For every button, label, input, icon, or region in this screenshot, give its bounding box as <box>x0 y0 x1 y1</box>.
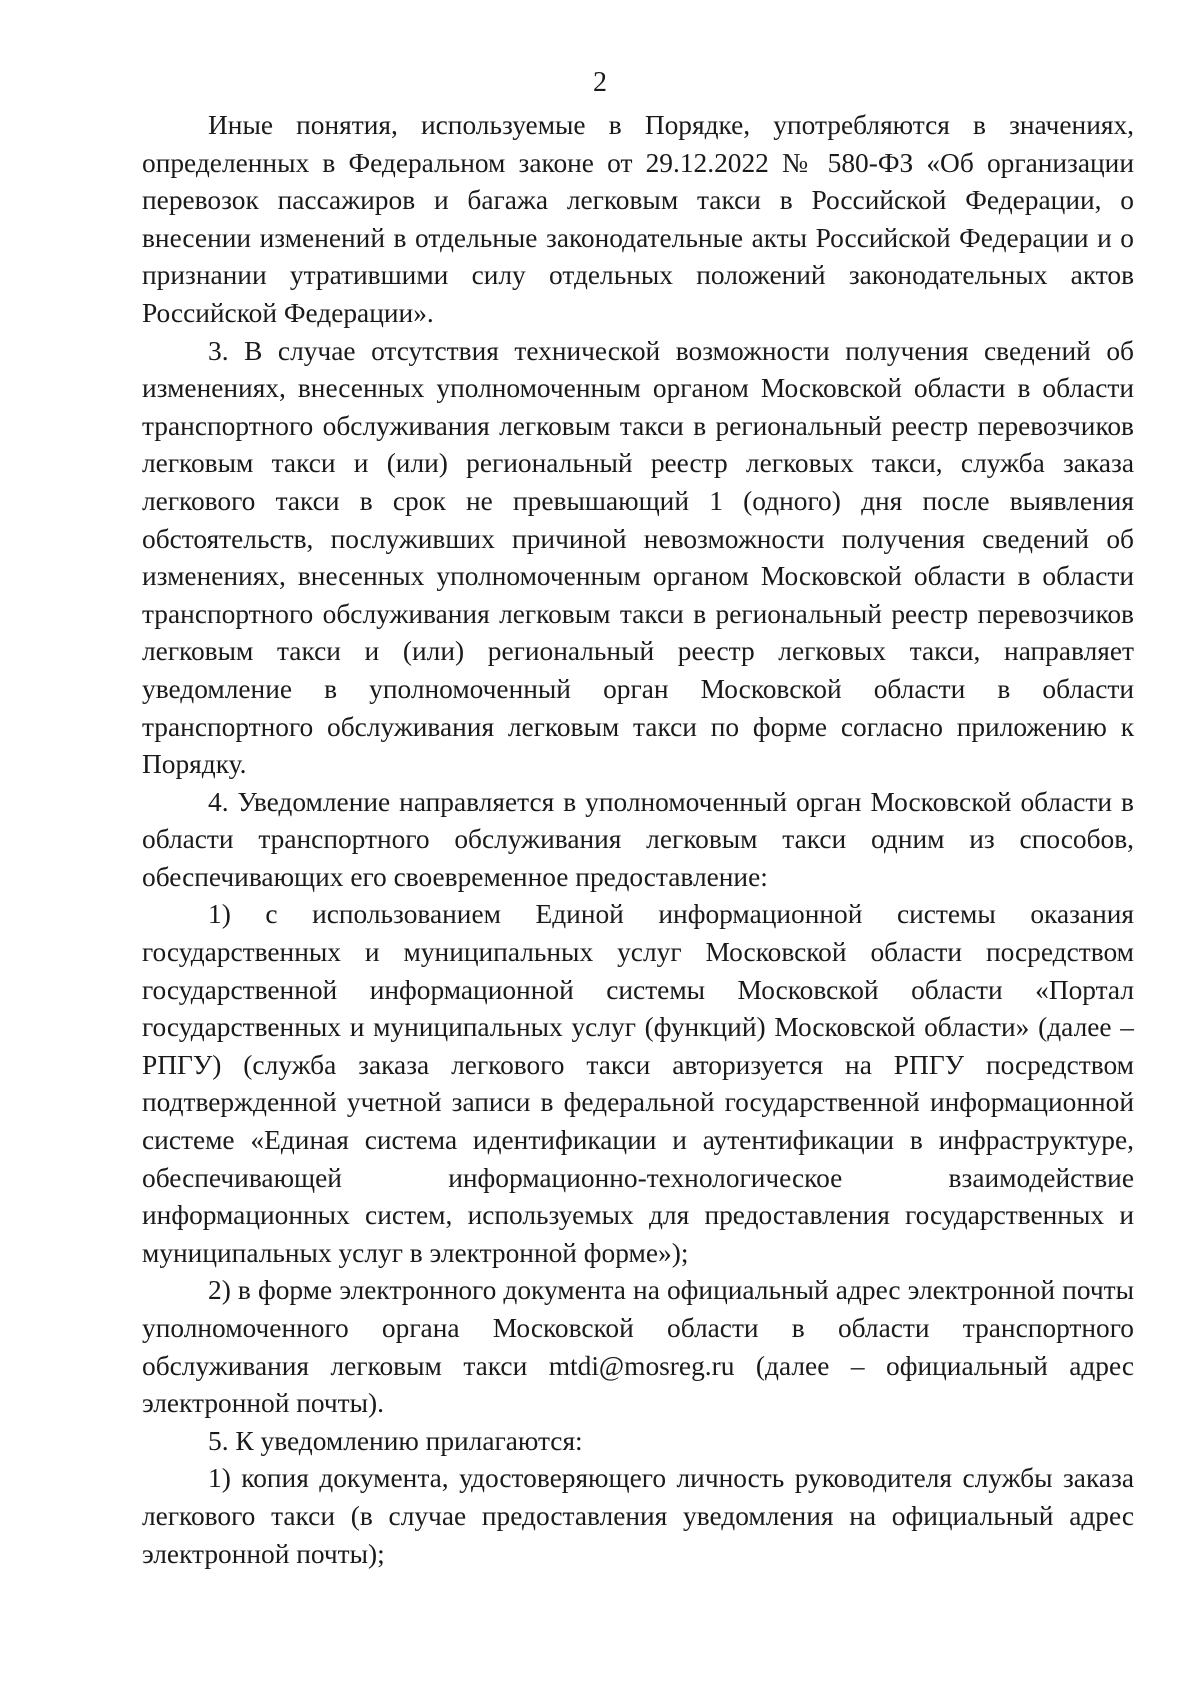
paragraph-item-3: 3. В случае отсутствия технической возможности получения сведений об изменениях, внесенных уполномоченным органом Московской области в области транспортного обслуживания легковым такси в региональный реестр перевозчиков легковым такси и (или) региональный реестр легковых такси, служба заказа легкового такси в срок не превышающий 1 (одного) дня после выявления обстоятельств, послуживших причиной невозможности получения сведений об изменениях, внесенных уполномоченным органом Московской области в области транспортного обслуживания легковым такси в региональный реестр перевозчиков легковым такси и (или) региональный реестр легковых такси, направляет уведомление в уполномоченный орган Московской области в области транспортного обслуживания легковым такси по форме согласно приложению к Порядку. <box>142 335 1134 780</box>
paragraph-item-5: 5. К уведомлению прилагаются: <box>208 1425 583 1456</box>
paragraph-item-4: 4. Уведомление направляется в уполномоченный орган Московской области в области транспортного обслуживания легковым такси одним из способов, обеспечивающих его своевременное предоставление: <box>142 786 1134 892</box>
paragraph-item-4-1: 1) с использованием Единой информационной системы оказания государственных и муниципальных услуг Московской области посредством государственной информационной системы Московской области «Портал государственных и муниципальных услуг (функций) Московской области» (далее – РПГУ) (служба заказа легкового такси авторизуется на РПГУ посредством подтвержденной учетной записи в федеральной государственной информационной системе «Единая система идентификации и аутентификации в инфраструктуре, обеспечивающей информационно-технологическое взаимодействие информационных систем, используемых для предоставления государственных и муниципальных услуг в электронной форме»); <box>142 899 1134 1268</box>
document-body <box>142 107 1134 1573</box>
paragraph-definitions: Иные понятия, используемые в Порядке, употребляются в значениях, определенных в Федеральном законе от 29.12.2022 № 580-ФЗ «Об организации перевозок пассажиров и багажа легковым такси в Российской Федерации, о внесении изменений в отдельные законодательные акты Российской Федерации и о признании утратившими силу отдельных положений законодательных актов Российской Федерации». <box>142 110 1134 328</box>
page-number: 2 <box>593 67 607 98</box>
paragraph-item-5-1: 1) копия документа, удостоверяющего личность руководителя службы заказа легкового такси (в случае предоставления уведомления на официальный адрес электронной почты); <box>142 1463 1134 1569</box>
paragraph-item-4-2: 2) в форме электронного документа на официальный адрес электронной почты уполномоченного органа Московской области в области транспортного обслуживания легковым такси mtdi@mosreg.ru (далее – официальный адрес электронной почты). <box>142 1275 1134 1419</box>
